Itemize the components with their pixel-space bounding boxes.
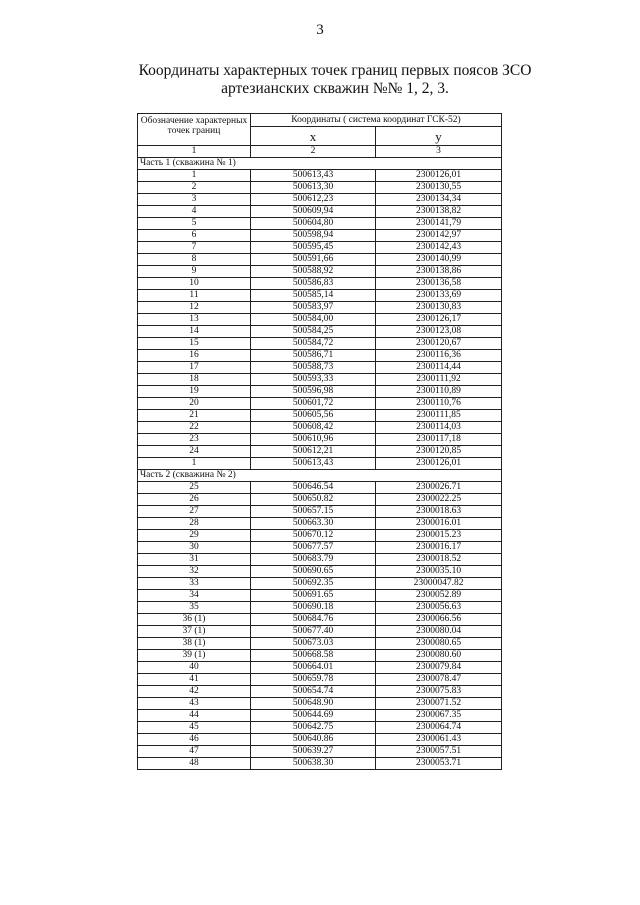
coord-y: 2300130,55 [376, 182, 502, 194]
document-title [100, 62, 570, 98]
header-designation: Обозначение характерных точек границ [138, 114, 251, 146]
coord-x: 500613,30 [251, 182, 376, 194]
point-number: 46 [138, 734, 251, 746]
coord-x: 500654.74 [251, 686, 376, 698]
coord-x: 500588,73 [251, 362, 376, 374]
coord-y: 2300123,08 [376, 326, 502, 338]
table-row [138, 590, 502, 602]
table-row [138, 194, 502, 206]
coord-x: 500591,66 [251, 254, 376, 266]
coord-y: 2300075.83 [376, 686, 502, 698]
coord-x: 500613,43 [251, 170, 376, 182]
coord-x: 500640.86 [251, 734, 376, 746]
coord-y: 23000047.82 [376, 578, 502, 590]
coord-x: 500596,98 [251, 386, 376, 398]
table-row [138, 422, 502, 434]
table-row [138, 650, 502, 662]
point-number: 43 [138, 698, 251, 710]
coord-y: 2300111,92 [376, 374, 502, 386]
coord-x: 500609,94 [251, 206, 376, 218]
table-row [138, 734, 502, 746]
table-row [138, 506, 502, 518]
point-number: 13 [138, 314, 251, 326]
coord-y: 2300136,58 [376, 278, 502, 290]
coord-x: 500650.82 [251, 494, 376, 506]
coord-x: 500608,42 [251, 422, 376, 434]
table-row [138, 602, 502, 614]
coord-y: 2300141,79 [376, 218, 502, 230]
coord-y: 2300057.51 [376, 746, 502, 758]
section-label: Часть 2 (скважина № 2) [138, 470, 502, 482]
point-number: 36 (1) [138, 614, 251, 626]
coord-x: 500613,43 [251, 458, 376, 470]
point-number: 40 [138, 662, 251, 674]
coord-x: 500677.57 [251, 542, 376, 554]
point-number: 17 [138, 362, 251, 374]
title-line-1: Координаты характерных точек границ первых поясов ЗСО [138, 62, 532, 79]
point-number: 24 [138, 446, 251, 458]
coord-y: 2300079.84 [376, 662, 502, 674]
table-row [138, 290, 502, 302]
coord-x: 500610,96 [251, 434, 376, 446]
point-number: 3 [138, 194, 251, 206]
table-row [138, 698, 502, 710]
coord-x: 500598,94 [251, 230, 376, 242]
table-row [138, 434, 502, 446]
table-row [138, 578, 502, 590]
table-row [138, 398, 502, 410]
point-number: 37 (1) [138, 626, 251, 638]
coord-x: 500586,83 [251, 278, 376, 290]
table-row [138, 374, 502, 386]
header-y: y [376, 127, 502, 146]
point-number: 26 [138, 494, 251, 506]
coord-y: 2300022.25 [376, 494, 502, 506]
table-row [138, 458, 502, 470]
table-row [138, 326, 502, 338]
point-number: 20 [138, 398, 251, 410]
point-number: 16 [138, 350, 251, 362]
point-number: 8 [138, 254, 251, 266]
coord-y: 2300071.52 [376, 698, 502, 710]
table-row [138, 542, 502, 554]
point-number: 45 [138, 722, 251, 734]
point-number: 1 [138, 170, 251, 182]
coord-y: 2300078.47 [376, 674, 502, 686]
coord-y: 2300067.35 [376, 710, 502, 722]
coord-y: 2300140,99 [376, 254, 502, 266]
coord-y: 2300142,43 [376, 242, 502, 254]
coord-y: 2300018.52 [376, 554, 502, 566]
header-x: x [251, 127, 376, 146]
coord-x: 500584,00 [251, 314, 376, 326]
table-row [138, 254, 502, 266]
coord-y: 2300053.71 [376, 758, 502, 770]
coord-x: 500612,21 [251, 446, 376, 458]
point-number: 4 [138, 206, 251, 218]
point-number: 18 [138, 374, 251, 386]
point-number: 28 [138, 518, 251, 530]
header-col-number-1: 1 [138, 146, 251, 158]
coord-y: 2300110,76 [376, 398, 502, 410]
point-number: 22 [138, 422, 251, 434]
coord-y: 2300130,83 [376, 302, 502, 314]
table-row [138, 614, 502, 626]
coord-x: 500588,92 [251, 266, 376, 278]
table-row [138, 386, 502, 398]
table-row [138, 170, 502, 182]
coord-x: 500639.27 [251, 746, 376, 758]
coord-y: 2300114,03 [376, 422, 502, 434]
coord-x: 500642.75 [251, 722, 376, 734]
point-number: 33 [138, 578, 251, 590]
point-number: 19 [138, 386, 251, 398]
coord-x: 500604,80 [251, 218, 376, 230]
coord-y: 2300080.04 [376, 626, 502, 638]
point-number: 27 [138, 506, 251, 518]
coord-y: 2300064.74 [376, 722, 502, 734]
coord-x: 500584,72 [251, 338, 376, 350]
table-body [138, 158, 502, 770]
coord-x: 500646.54 [251, 482, 376, 494]
table-row [138, 746, 502, 758]
point-number: 14 [138, 326, 251, 338]
section-row [138, 158, 502, 170]
coord-x: 500586,71 [251, 350, 376, 362]
coord-x: 500683.79 [251, 554, 376, 566]
coord-x: 500595,45 [251, 242, 376, 254]
table-row [138, 482, 502, 494]
coord-x: 500612,23 [251, 194, 376, 206]
coord-y: 2300126,01 [376, 170, 502, 182]
point-number: 2 [138, 182, 251, 194]
coord-x: 500593,33 [251, 374, 376, 386]
coord-y: 2300110,89 [376, 386, 502, 398]
point-number: 34 [138, 590, 251, 602]
point-number: 11 [138, 290, 251, 302]
coord-x: 500677.40 [251, 626, 376, 638]
coord-x: 500691.65 [251, 590, 376, 602]
coord-y: 2300080.65 [376, 638, 502, 650]
point-number: 6 [138, 230, 251, 242]
point-number: 25 [138, 482, 251, 494]
table-row [138, 338, 502, 350]
table-row [138, 302, 502, 314]
coord-y: 2300114,44 [376, 362, 502, 374]
coord-y: 2300138,86 [376, 266, 502, 278]
coord-y: 2300061.43 [376, 734, 502, 746]
coord-y: 2300134,34 [376, 194, 502, 206]
header-col-number-2: 2 [251, 146, 376, 158]
coord-x: 500585,14 [251, 290, 376, 302]
point-number: 9 [138, 266, 251, 278]
coord-y: 2300142,97 [376, 230, 502, 242]
table-row [138, 410, 502, 422]
point-number: 29 [138, 530, 251, 542]
coord-y: 2300111,85 [376, 410, 502, 422]
coord-y: 2300080.60 [376, 650, 502, 662]
coord-y: 2300066.56 [376, 614, 502, 626]
table-row [138, 686, 502, 698]
table-row [138, 554, 502, 566]
coord-y: 2300016.01 [376, 518, 502, 530]
table-row [138, 182, 502, 194]
table-row [138, 662, 502, 674]
coord-x: 500664.01 [251, 662, 376, 674]
header-coordinate-system: Координаты ( система координат ГСК-52) [251, 114, 502, 127]
section-label: Часть 1 (скважина № 1) [138, 158, 502, 170]
coord-y: 2300126,01 [376, 458, 502, 470]
coord-y: 2300052.89 [376, 590, 502, 602]
point-number: 32 [138, 566, 251, 578]
point-number: 31 [138, 554, 251, 566]
header-col-number-3: 3 [376, 146, 502, 158]
table-row [138, 446, 502, 458]
coord-x: 500657.15 [251, 506, 376, 518]
coord-y: 2300035.10 [376, 566, 502, 578]
table-row [138, 350, 502, 362]
table-row [138, 674, 502, 686]
table-row [138, 206, 502, 218]
table-header [138, 114, 502, 158]
point-number: 30 [138, 542, 251, 554]
coord-y: 2300120,85 [376, 446, 502, 458]
coord-x: 500584,25 [251, 326, 376, 338]
table-row [138, 242, 502, 254]
table-row [138, 230, 502, 242]
coord-y: 2300138,82 [376, 206, 502, 218]
point-number: 1 [138, 458, 251, 470]
point-number: 44 [138, 710, 251, 722]
table-row [138, 218, 502, 230]
coord-y: 2300016.17 [376, 542, 502, 554]
coord-y: 2300133,69 [376, 290, 502, 302]
coord-y: 2300015.23 [376, 530, 502, 542]
table-row [138, 494, 502, 506]
point-number: 23 [138, 434, 251, 446]
table-row [138, 530, 502, 542]
point-number: 21 [138, 410, 251, 422]
point-number: 48 [138, 758, 251, 770]
coord-x: 500659.78 [251, 674, 376, 686]
point-number: 7 [138, 242, 251, 254]
point-number: 41 [138, 674, 251, 686]
table-row [138, 638, 502, 650]
table-row [138, 566, 502, 578]
page-number: 3 [316, 22, 324, 38]
point-number: 35 [138, 602, 251, 614]
table-row [138, 710, 502, 722]
coord-x: 500601,72 [251, 398, 376, 410]
table-row [138, 722, 502, 734]
coord-x: 500638.30 [251, 758, 376, 770]
coord-x: 500663.30 [251, 518, 376, 530]
table-row [138, 278, 502, 290]
coord-x: 500690.65 [251, 566, 376, 578]
point-number: 12 [138, 302, 251, 314]
point-number: 42 [138, 686, 251, 698]
coord-x: 500605,56 [251, 410, 376, 422]
coord-x: 500644.69 [251, 710, 376, 722]
point-number: 39 (1) [138, 650, 251, 662]
table-row [138, 626, 502, 638]
title-line-2: артезианских скважин №№ 1, 2, 3. [221, 80, 449, 97]
point-number: 47 [138, 746, 251, 758]
point-number: 5 [138, 218, 251, 230]
coord-x: 500670.12 [251, 530, 376, 542]
coord-y: 2300116,36 [376, 350, 502, 362]
coord-x: 500692.35 [251, 578, 376, 590]
point-number: 15 [138, 338, 251, 350]
coord-x: 500684.76 [251, 614, 376, 626]
table-row [138, 314, 502, 326]
coord-y: 2300056.63 [376, 602, 502, 614]
coord-y: 2300117,18 [376, 434, 502, 446]
table-row [138, 518, 502, 530]
point-number: 10 [138, 278, 251, 290]
coord-x: 500648.90 [251, 698, 376, 710]
coord-x: 500668.58 [251, 650, 376, 662]
table-row [138, 362, 502, 374]
coord-y: 2300126,17 [376, 314, 502, 326]
coordinates-table [137, 113, 502, 770]
table-row [138, 266, 502, 278]
coord-y: 2300018.63 [376, 506, 502, 518]
coord-x: 500583,97 [251, 302, 376, 314]
table-row [138, 758, 502, 770]
coord-x: 500690.18 [251, 602, 376, 614]
point-number: 38 (1) [138, 638, 251, 650]
coord-y: 2300120,67 [376, 338, 502, 350]
coord-y: 2300026.71 [376, 482, 502, 494]
section-row [138, 470, 502, 482]
coord-x: 500673.03 [251, 638, 376, 650]
